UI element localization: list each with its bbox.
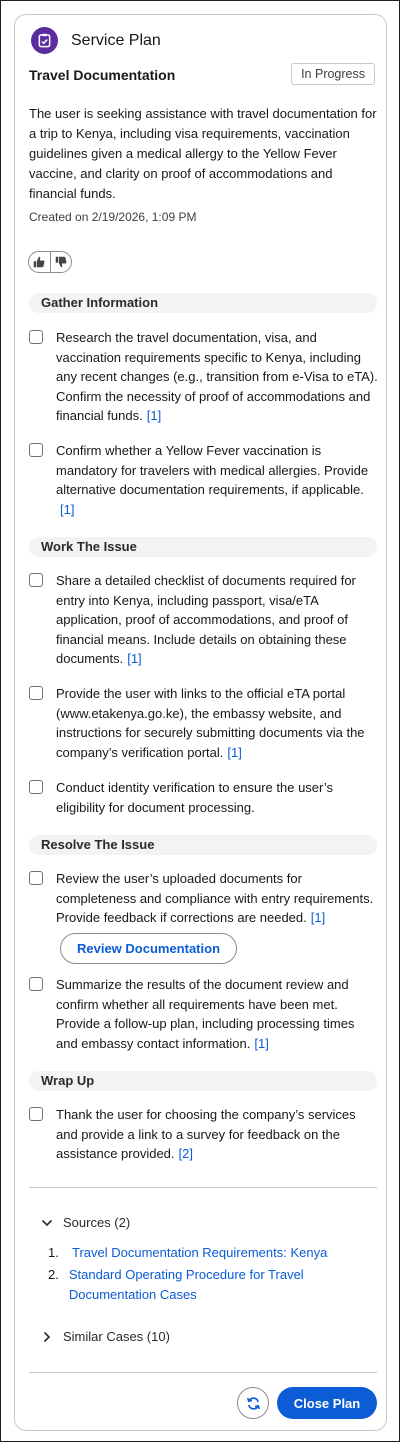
task-item xyxy=(29,975,379,1053)
citation-link[interactable]: [1] xyxy=(127,651,142,666)
task-text: Provide the user with links to the official eTA portal (www.etakenya.go.ke), the embassy website, and instructions for securely submitting documents via the company’s verification portal. [1] xyxy=(56,686,365,760)
task-checkbox[interactable] xyxy=(29,780,43,794)
task-item xyxy=(29,571,379,669)
task-checkbox[interactable] xyxy=(29,1107,43,1121)
citation-link[interactable]: [1] xyxy=(60,501,75,517)
service-plan-card xyxy=(14,14,387,1431)
feedback-group xyxy=(28,251,72,273)
source-item: 2. Standard Operating Procedure for Travel Documentation Cases xyxy=(48,1265,358,1305)
task-item xyxy=(29,441,379,519)
task-checkbox[interactable] xyxy=(29,573,43,587)
citation-link[interactable]: [1] xyxy=(310,910,326,925)
review-documentation-button[interactable]: Review Documentation xyxy=(60,933,237,964)
chevron-down-icon xyxy=(41,1217,53,1229)
section-header-work-the-issue: Work The Issue xyxy=(29,537,377,557)
citation-link[interactable]: [2] xyxy=(178,1146,193,1161)
similar-cases-label: Similar Cases (10) xyxy=(63,1329,170,1344)
task-checkbox[interactable] xyxy=(29,443,43,457)
section-header-resolve-the-issue: Resolve The Issue xyxy=(29,835,377,855)
created-timestamp: Created on 2/19/2026, 1:09 PM xyxy=(29,210,197,224)
divider xyxy=(29,1372,377,1373)
source-link[interactable]: Travel Documentation Requirements: Kenya xyxy=(72,1245,328,1260)
task-text: Thank the user for choosing the company’s services and provide a link to a survey for feedback on the assistance provided. [2] xyxy=(56,1107,356,1161)
thumbs-down-button[interactable] xyxy=(50,252,72,272)
task-text: Conduct identity verification to ensure the user’s eligibility for document processing. xyxy=(56,780,334,815)
thumbs-down-icon xyxy=(55,256,67,268)
task-checkbox[interactable] xyxy=(29,977,43,991)
task-text: Summarize the results of the document review and confirm whether all requirements have been met. Provide a follow-up plan, including processing times and embassy contact information. [1] xyxy=(56,977,355,1051)
citation-link[interactable]: [1] xyxy=(146,408,162,423)
sources-toggle[interactable] xyxy=(41,1215,130,1230)
task-checkbox[interactable] xyxy=(29,330,43,344)
task-text: Review the user’s uploaded documents for completeness and compliance with entry requirements. Provide feedback if corrections are needed. [1] xyxy=(56,871,374,925)
section-header-gather-information: Gather Information xyxy=(29,293,377,313)
source-link[interactable]: Standard Operating Procedure for Travel Documentation Cases xyxy=(68,1267,304,1302)
close-plan-button[interactable]: Close Plan xyxy=(277,1387,377,1419)
status-badge: In Progress xyxy=(291,63,375,85)
refresh-icon xyxy=(246,1396,261,1411)
task-checkbox[interactable] xyxy=(29,686,43,700)
plan-description: The user is seeking assistance with travel documentation for a trip to Kenya, including visa requirements, vaccination guidelines given a medical allergy to the Yellow Fever vaccine, and clarity on proof of accommodations and financial funds. xyxy=(29,106,377,201)
sources-list xyxy=(48,1243,358,1305)
section-header-wrap-up: Wrap Up xyxy=(29,1071,377,1091)
refresh-button[interactable] xyxy=(237,1387,269,1419)
task-item xyxy=(29,684,379,762)
task-text: Share a detailed checklist of documents required for entry into Kenya, including passport, visa/eTA application, proof of accommodations, and proof of financial means. Include details on obtaining these documents. [1] xyxy=(56,573,356,666)
thumbs-up-icon xyxy=(33,256,45,268)
divider xyxy=(29,1187,377,1188)
task-item xyxy=(29,1105,379,1164)
task-text: Research the travel documentation, visa, and vaccination requirements specific to Kenya, including any recent changes (e.g., transition from e-Visa to eTA). Confirm the necessity of proof of accommodations and financial funds. [1] xyxy=(56,330,378,423)
task-checkbox[interactable] xyxy=(29,871,43,885)
header-title: Service Plan xyxy=(71,31,161,49)
sources-label: Sources (2) xyxy=(63,1215,131,1230)
similar-cases-toggle[interactable] xyxy=(41,1329,170,1344)
citation-link[interactable]: [1] xyxy=(254,1035,269,1051)
plan-title: Travel Documentation xyxy=(29,67,176,83)
source-item: 1. Travel Documentation Requirements: Kenya xyxy=(48,1243,358,1263)
card-header xyxy=(31,27,161,54)
thumbs-up-button[interactable] xyxy=(29,252,50,272)
task-item xyxy=(29,328,379,426)
chevron-right-icon xyxy=(41,1331,53,1343)
task-item xyxy=(29,869,379,928)
service-plan-icon xyxy=(31,27,58,54)
task-text: Confirm whether a Yellow Fever vaccination is mandatory for travelers with medical allergies. Provide alternative documentation requirements, if applicable.[1] xyxy=(56,443,369,517)
task-item xyxy=(29,778,379,817)
citation-link[interactable]: [1] xyxy=(227,744,242,760)
